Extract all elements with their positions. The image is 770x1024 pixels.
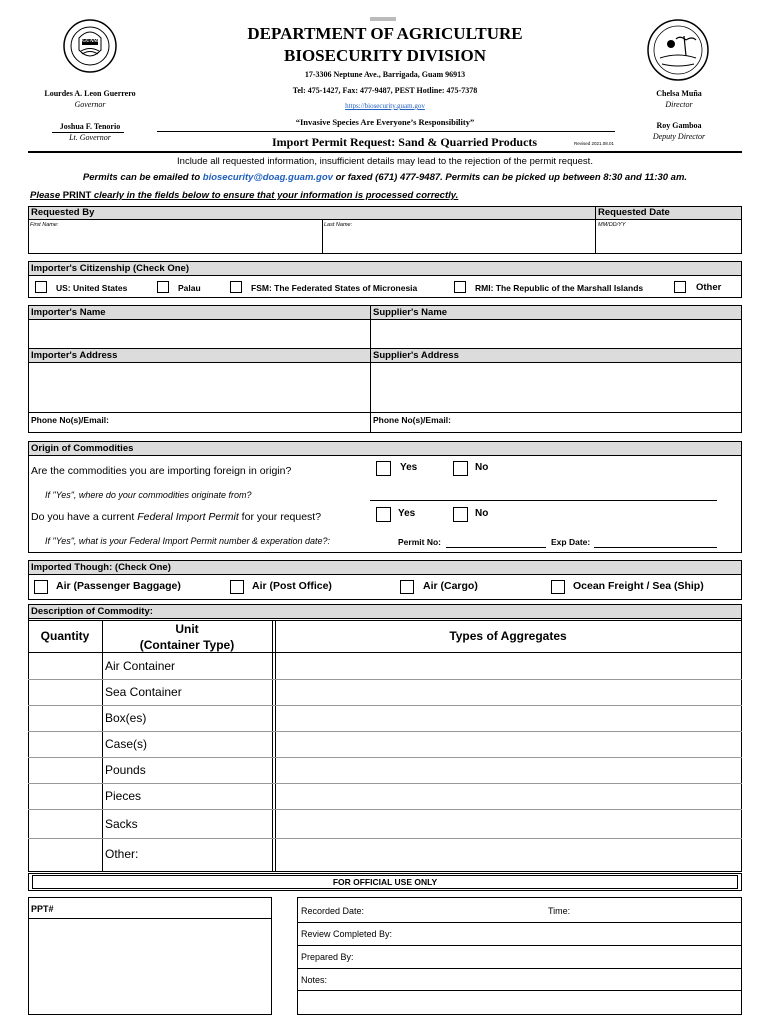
ppt-label: PPT# [31, 904, 54, 914]
address: 17-3306 Neptune Ave., Barrigada, Guam 96913 [304, 70, 466, 79]
cit-checkbox-palau[interactable] [157, 281, 169, 293]
parties-mid-3 [370, 348, 371, 363]
origin-q2 [31, 511, 321, 523]
off-line-3 [297, 968, 742, 969]
first-name-field[interactable]: First Name: [30, 222, 59, 228]
requested-by-label: Requested By [31, 207, 95, 218]
imp-label-ocean: Ocean Freight / Sea (Ship) [573, 580, 704, 592]
q2-pre: Do you have a current [31, 511, 138, 523]
row-line-2 [28, 705, 742, 706]
off-line-1 [297, 922, 742, 923]
importer-phone-field[interactable]: Phone No(s)/Email: [31, 415, 109, 425]
imp-checkbox-post[interactable] [230, 580, 244, 594]
permit-no-line[interactable] [446, 547, 546, 548]
q2-no-label: No [475, 508, 489, 519]
exp-date-line[interactable] [594, 547, 717, 548]
origin-label: Origin of Commodities [31, 443, 134, 454]
prepared-by-label: Prepared By: [301, 952, 354, 962]
q1-yes-label: Yes [400, 462, 418, 473]
commodity-label: Description of Commodity: [31, 606, 153, 617]
cit-label-rmi: RMI: The Republic of the Marshall Islands [475, 283, 644, 293]
left-official-1-title: Governor [74, 100, 106, 109]
q1-no-label: No [475, 462, 489, 473]
supplier-name-label: Supplier's Name [373, 307, 448, 318]
intro-line-2-post: or faxed (671) 477-9487. Permits can be picked up between 8:30 and 11:30 am. [332, 172, 688, 183]
title-underline [157, 131, 615, 132]
print-word: PRINT [62, 190, 92, 201]
origin-followup-2: If "Yes", what is your Federal Import Permit number & experation date?: [45, 536, 331, 546]
intro-line-2 [28, 172, 742, 183]
unit-sea-container: Sea Container [105, 685, 182, 699]
notes-label: Notes: [301, 975, 328, 985]
col-types-header: Types of Aggregates [449, 629, 567, 643]
unit-sacks: Sacks [105, 817, 138, 831]
unit-other: Other: [105, 847, 139, 861]
col-quantity-header: Quantity [40, 629, 90, 643]
importer-address-label: Importer's Address [31, 350, 118, 361]
time-label: Time: [548, 906, 571, 916]
revision-note: Revised 2021.08.01 [574, 141, 615, 146]
cit-checkbox-other[interactable] [674, 281, 686, 293]
right-official-2-name: Roy Gamboa [656, 121, 702, 130]
col-div-2 [272, 620, 273, 872]
imported-label: Imported Though: (Check One) [31, 562, 171, 573]
row-line-6 [28, 809, 742, 810]
q2-yes-checkbox[interactable] [376, 507, 391, 522]
citizenship-label: Importer's Citizenship (Check One) [31, 263, 189, 274]
col-div-2b [275, 620, 276, 872]
supplier-address-field[interactable] [372, 364, 740, 412]
left-official-2-name: Joshua F. Tenorio [59, 122, 121, 131]
col-unit-header-2: (Container Type) [139, 638, 235, 652]
unit-air-container: Air Container [105, 659, 176, 673]
official-label: FOR OFFICIAL USE ONLY [332, 877, 438, 887]
parties-mid [370, 305, 371, 433]
intro-line-1: Include all requested information, insufficient details may lead to the rejection of the permit request. [177, 156, 593, 167]
q1-no-checkbox[interactable] [453, 461, 468, 476]
imp-label-passenger: Air (Passenger Baggage) [56, 580, 181, 592]
form-title: Import Permit Request: Sand & Quarried Products [272, 135, 538, 149]
cit-checkbox-fsm[interactable] [230, 281, 242, 293]
importer-name-label: Importer's Name [31, 307, 106, 318]
q2-italic: Federal Import Permit [137, 511, 239, 523]
off-line-2 [297, 945, 742, 946]
off-line-4 [297, 990, 742, 991]
col-unit-header-1: Unit [175, 622, 199, 636]
division-title: BIOSECURITY DIVISION [283, 46, 486, 65]
imp-checkbox-ocean[interactable] [551, 580, 565, 594]
cit-label-us: US: United States [56, 283, 128, 293]
phone-line: Tel: 475-1427, Fax: 477-9487, PEST Hotline: 475-7378 [292, 86, 478, 95]
header-rule [28, 151, 742, 153]
requested-divider-2 [595, 206, 596, 254]
importer-name-field[interactable] [29, 321, 369, 347]
cit-checkbox-rmi[interactable] [454, 281, 466, 293]
requested-date-label: Requested Date [598, 207, 670, 218]
ppt-header-line [28, 918, 272, 919]
row-line-1 [28, 679, 742, 680]
supplier-address-label: Supplier's Address [373, 350, 459, 361]
parties-mid-2 [370, 305, 371, 320]
supplier-name-field[interactable] [372, 321, 740, 347]
row-line-7 [28, 838, 742, 839]
email-link[interactable]: biosecurity@doag.guam.gov [202, 172, 333, 183]
dept-title: DEPARTMENT OF AGRICULTURE [247, 24, 523, 43]
unit-cases: Case(s) [105, 737, 148, 751]
biosecurity-seal-icon [646, 18, 710, 82]
right-official-1-name: Chelsa Muña [656, 89, 702, 98]
origin-country-line[interactable] [370, 500, 717, 501]
requested-date-field[interactable]: MM/DD/YY [598, 222, 626, 228]
origin-bar [28, 441, 742, 456]
imp-checkbox-passenger[interactable] [34, 580, 48, 594]
unit-pieces: Pieces [105, 789, 142, 803]
q1-yes-checkbox[interactable] [376, 461, 391, 476]
row-line-5 [28, 783, 742, 784]
seal-guam-text: GUAM [82, 39, 98, 44]
row-line-3 [28, 731, 742, 732]
review-completed-label: Review Completed By: [301, 929, 393, 939]
imp-checkbox-cargo[interactable] [400, 580, 414, 594]
importer-address-field[interactable] [29, 364, 369, 412]
left-official-2-title: Lt. Governor [69, 133, 111, 142]
col-div-1 [102, 620, 103, 872]
row-line-4 [28, 757, 742, 758]
right-official-1-title: Director [665, 100, 693, 109]
website-link[interactable]: https://biosecurity.guam.gov [345, 102, 425, 110]
guam-seal-icon [62, 18, 118, 74]
right-official-2-title: Deputy Director [652, 132, 706, 141]
last-name-field[interactable]: Last Name: [324, 222, 353, 228]
exp-date-label: Exp Date: [551, 537, 591, 547]
origin-followup-1: If "Yes", where do your commodities originate from? [45, 490, 252, 500]
cit-label-other: Other [696, 282, 722, 293]
ppt-box [28, 897, 272, 1015]
phone-divider [28, 412, 742, 413]
top-mark [370, 17, 396, 21]
recorded-date-label: Recorded Date: [301, 906, 365, 916]
left-official-1-name: Lourdes A. Leon Guerrero [44, 89, 136, 98]
imp-label-post: Air (Post Office) [252, 580, 332, 592]
print-post: clearly in the fields below to ensure that your information is processed correctly. [91, 190, 459, 201]
permit-no-label: Permit No: [398, 537, 441, 547]
q2-yes-label: Yes [398, 508, 416, 519]
q2-no-checkbox[interactable] [453, 507, 468, 522]
requested-divider-1 [322, 220, 323, 254]
cit-checkbox-us[interactable] [35, 281, 47, 293]
cit-label-fsm: FSM: The Federated States of Micronesia [251, 283, 418, 293]
left-divider [52, 132, 124, 133]
q2-post: for your request? [238, 511, 322, 523]
imp-label-cargo: Air (Cargo) [423, 580, 478, 592]
supplier-phone-field[interactable]: Phone No(s)/Email: [373, 415, 451, 425]
intro-line-2-pre: Permits can be emailed to [82, 172, 203, 183]
print-instruction [30, 190, 458, 201]
slogan: “Invasive Species Are Everyone’s Responsibility” [295, 117, 475, 127]
unit-boxes: Box(es) [105, 711, 147, 725]
unit-pounds: Pounds [105, 763, 146, 777]
origin-q1: Are the commodities you are importing foreign in origin? [31, 465, 292, 477]
print-pre: Please [30, 190, 63, 201]
cit-label-palau: Palau [178, 283, 201, 293]
